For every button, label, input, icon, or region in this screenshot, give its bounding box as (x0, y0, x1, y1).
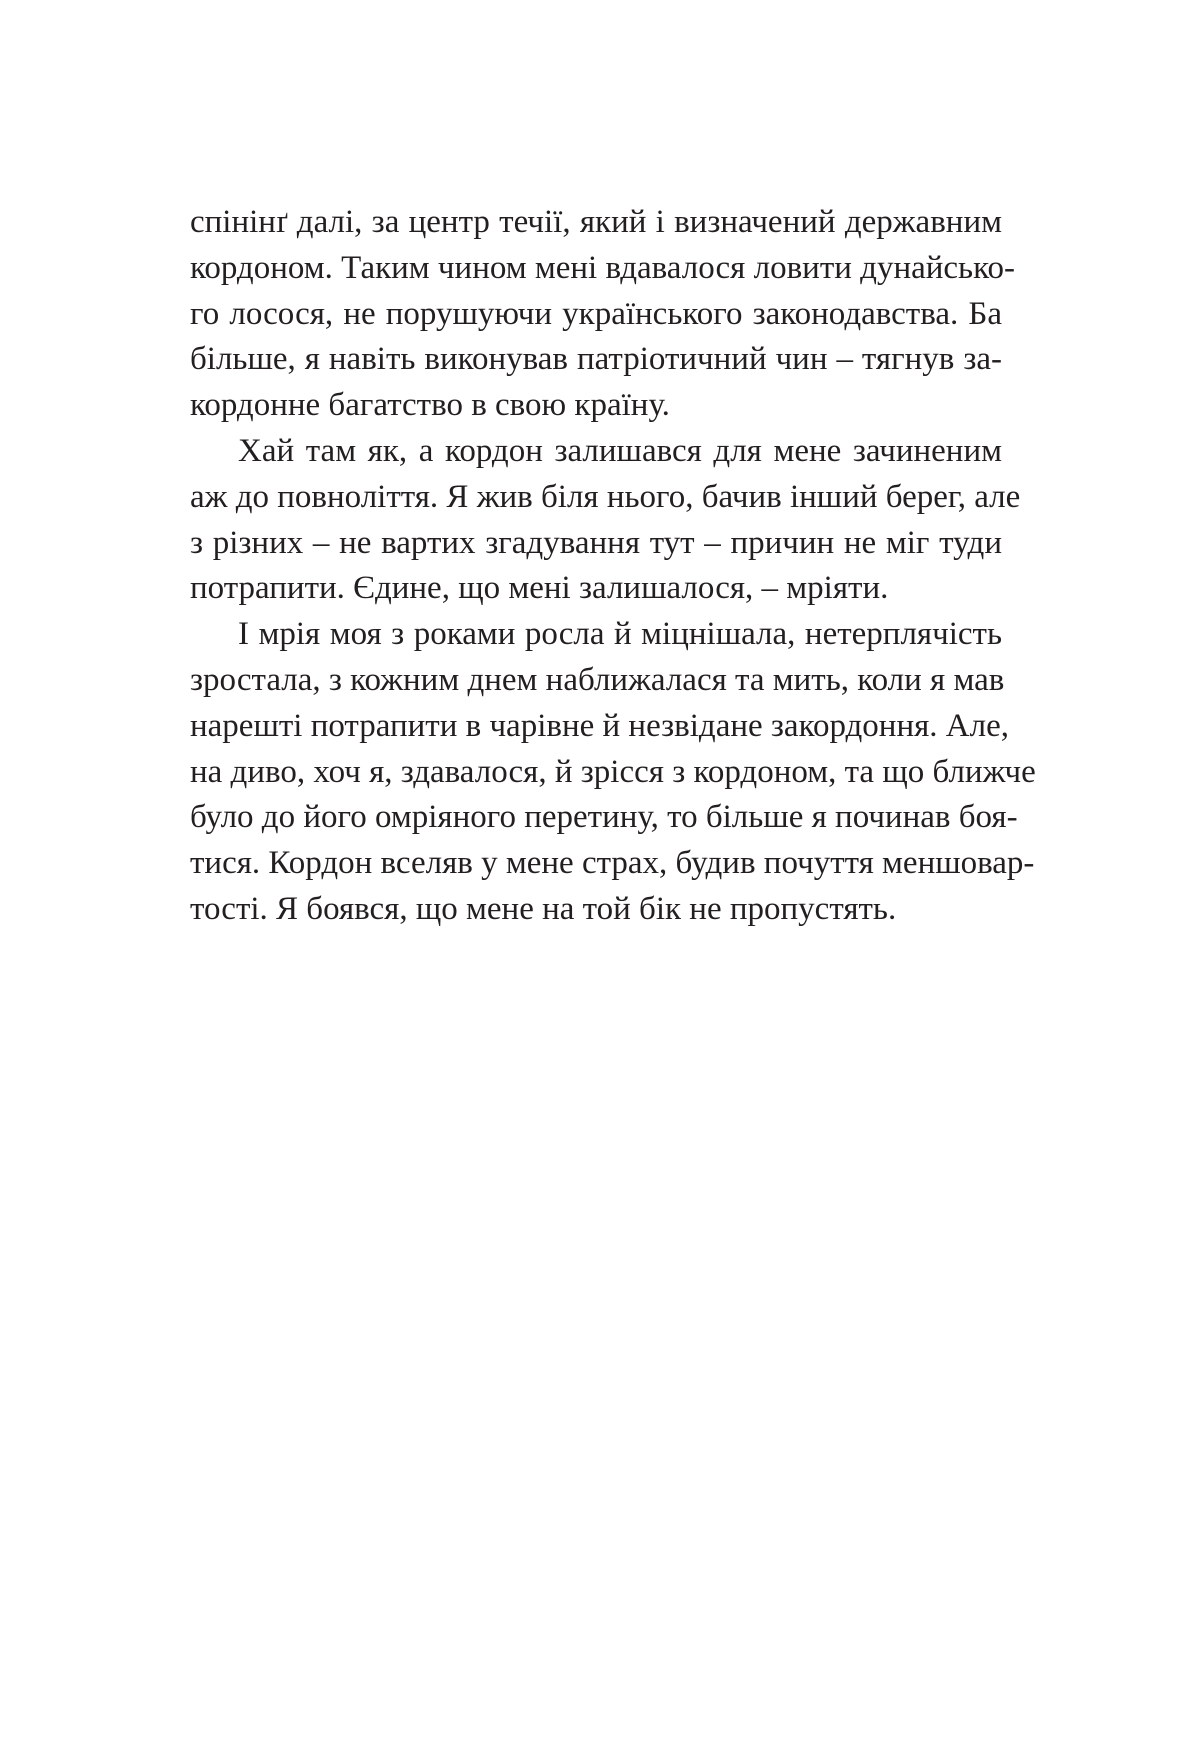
text-line: спінінґ далі, за центр течії, який і визначений державним (190, 204, 1002, 240)
text-line: аж до повноліття. Я жив біля нього, бачив інший берег, але (190, 478, 1021, 515)
text-line: кордонне багатство в свою країну. (190, 387, 670, 424)
paragraph-2 (190, 429, 1021, 612)
text-line: го лосося, не порушуючи українського законодавства. Ба (190, 295, 1002, 332)
text-line: зростала, з кожним днем наближалася та мить, коли я мав (190, 661, 1005, 698)
text-line: більше, я навіть виконував патріотичний чин – тягнув за- (190, 341, 1002, 378)
text-line: Хай там як, а кордон залишався для мене зачиненим (238, 432, 1002, 469)
text-line: нарешті потрапити в чарівне й незвідане закордоння. Але, (190, 707, 1009, 744)
text-line: з різних – не вартих згадування тут – причин не міг туди (190, 524, 1002, 561)
text-line: І мрія моя з роками росла й міцнішала, нетерплячість (238, 616, 1002, 653)
paragraph-1 (190, 200, 1015, 429)
text-line: на диво, хоч я, здавалося, й зрісся з кордоном, та що ближче (190, 753, 1036, 790)
text-line: тися. Кордон вселяв у мене страх, будив почуття меншовар- (190, 845, 1035, 882)
text-line: було до його омріяного перетину, то більше я починав боя- (190, 799, 1018, 836)
text-line: кордоном. Таким чином мені вдавалося ловити дунайсько- (190, 249, 1015, 286)
paragraph-3 (190, 612, 1036, 933)
text-line: потрапити. Єдине, що мені залишалося, – мріяти. (190, 570, 889, 607)
text-line: тості. Я боявся, що мене на той бік не пропустять. (190, 890, 897, 927)
body-text (190, 200, 1036, 933)
